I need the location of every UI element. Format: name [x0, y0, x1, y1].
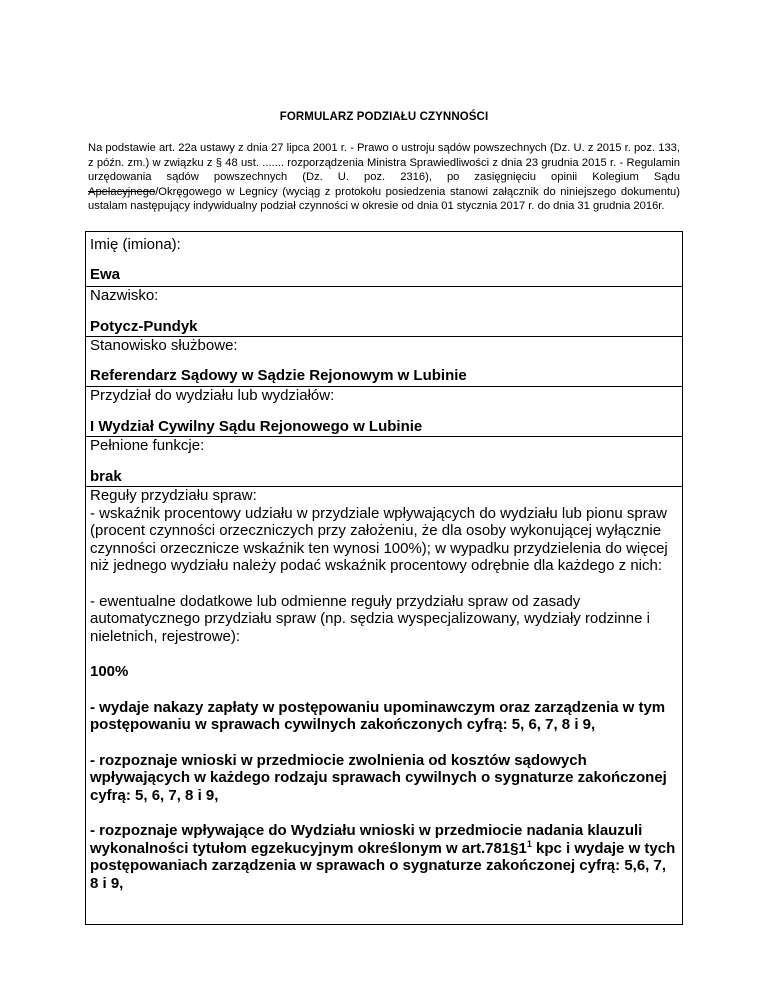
first-name-section: [86, 236, 682, 283]
intro-text-part2: /Okręgowego w Legnicy (wyciąg z protokołu posiedzenia stanowi załącznik do niniejszego dokumentu) ustalam następujący indywidualny podział czynności w okresie od dnia 01 stycznia 2017 r. do dnia 31 grudnia 2016r.: [88, 185, 680, 213]
department-section: [86, 386, 682, 435]
intro-struck-word: Apelacyjnego: [88, 185, 156, 198]
department-label: Przydział do wydziału lub wydziałów:: [90, 387, 335, 404]
last-name-label: Nazwisko:: [90, 287, 159, 304]
document-title: FORMULARZ PODZIAŁU CZYNNOŚCI: [279, 111, 489, 123]
rules-duty-3-superscript: 1: [526, 838, 532, 849]
functions-value: brak: [90, 468, 122, 485]
rules-percent: 100%: [90, 663, 129, 680]
first-name-value: Ewa: [90, 266, 121, 283]
rules-indicator-text: - wskaźnik procentowy udziału w przydziale wpływających do wydziału lub pionu spraw (procent czynności orzeczniczych przy założeniu, że dla osoby wykonującej wyłącznie czynności orzecznicze wskaźnik ten wynosi 100%); w wypadku przydzielenia do więcej niż jednego wydziału należy podać wskaźnik procentowy odrębnie dla każdego z nich:: [90, 504, 668, 574]
rules-additional-text: - ewentualne dodatkowe lub odmienne reguły przydziału spraw od zasady automatycznego przydziału spraw (np. sędzia wyspecjalizowany, wydziały rodzinne i nieletnich, rejestrowe):: [90, 592, 650, 645]
rules-duty-3-part2: kpc i wydaje w tych postępowaniach zarządzenia w sprawach o sygnaturze zakończonej cyfrą: 5,6, 7, 8 i 9,: [90, 839, 676, 892]
functions-label: Pełnione funkcje:: [90, 437, 205, 454]
position-label: Stanowisko służbowe:: [90, 337, 238, 354]
intro-text-part1: Na podstawie art. 22a ustawy z dnia 27 lipca 2001 r. - Prawo o ustroju sądów powszechnych (Dz. U. z 2015 r. poz. 133, z późn. zm.) w związku z § 48 ust. ....... rozporządzenia Ministra Sprawiedliwości z dnia 23 grudnia 2015 r. - Regulamin urzędowania sądów powszechnych (Dz. U. poz. 2316), po zasięgnięciu opinii Kolegium Sądu: [88, 142, 680, 184]
intro-paragraph: [88, 141, 680, 214]
department-value: I Wydział Cywilny Sądu Rejonowego w Lubinie: [90, 418, 423, 435]
last-name-section: [86, 286, 682, 335]
rules-duty-3: [90, 822, 676, 892]
rules-section: [86, 486, 682, 892]
rules-duty-2: - rozpoznaje wnioski w przedmiocie zwolnienia od kosztów sądowych wpływających w każdego rodzaju sprawach cywilnych o sygnaturze zakończonej cyfrą: 5, 6, 7, 8 i 9,: [90, 751, 667, 804]
rules-duty-1: - wydaje nakazy zapłaty w postępowaniu upominawczym oraz zarządzenia w tym postępowaniu w sprawach cywilnych zakończonych cyfrą: 5, 6, 7, 8 i 9,: [90, 698, 666, 733]
position-value: Referendarz Sądowy w Sądzie Rejonowym w Lubinie: [90, 367, 467, 384]
last-name-value: Potycz-Pundyk: [90, 318, 198, 335]
functions-section: [86, 436, 682, 485]
first-name-label: Imię (imiona):: [90, 236, 181, 253]
position-section: [86, 336, 682, 384]
rules-duty-3-part1: - rozpoznaje wpływające do Wydziału wnioski w przedmiocie nadania klauzuli wykonalności tytułom egzekucyjnym określonym w art.781§1: [90, 822, 643, 857]
allocation-form: [85, 231, 683, 925]
rules-label: Reguły przydziału spraw:: [90, 487, 257, 504]
